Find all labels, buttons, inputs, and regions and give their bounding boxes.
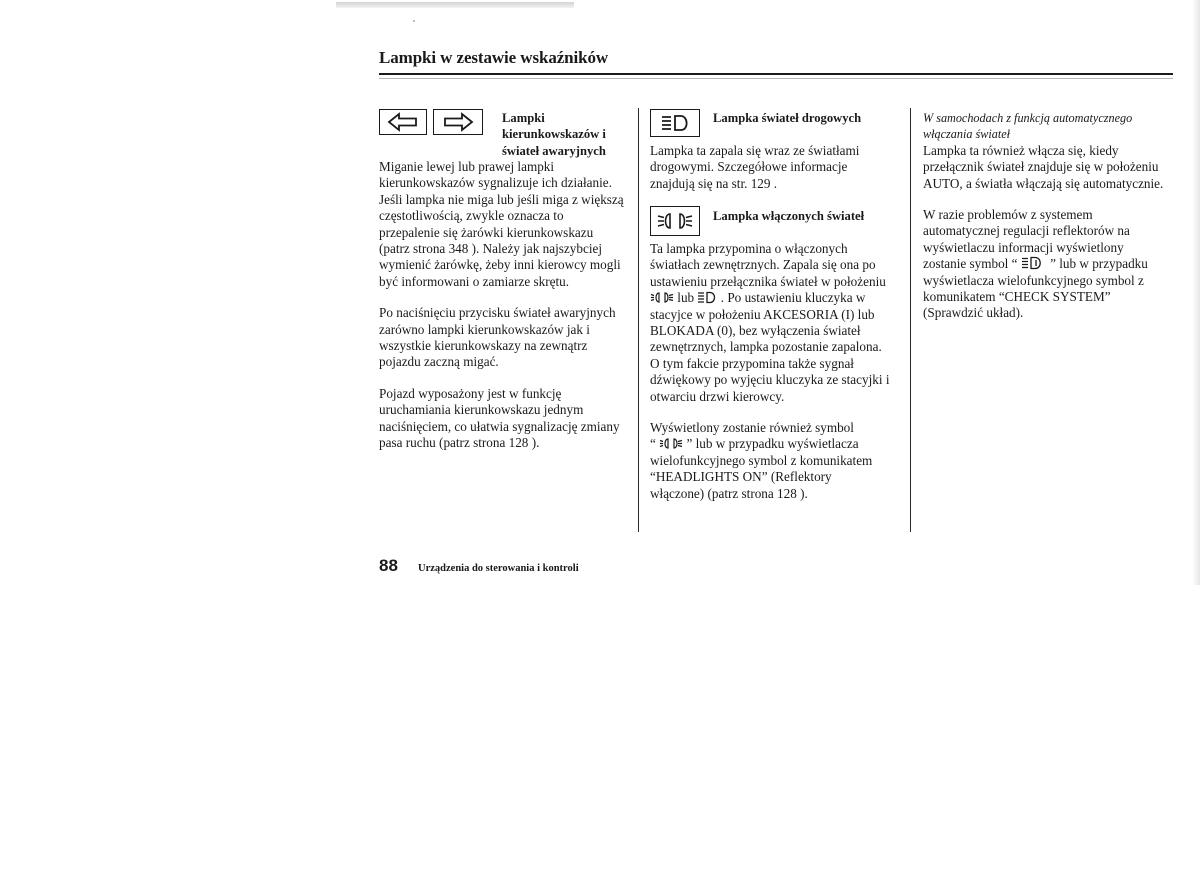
high-beam-icon: [697, 291, 717, 304]
paragraph: Po naciśnięciu przycisku świateł awaryjnych zarówno lampki kierunkowskazów jak i wszystkie kierunkowskazy na zewnątrz pojazdu zaczną migać.: [379, 305, 616, 370]
italic-note: W samochodach z funkcją automatycznego włączania świateł: [923, 111, 1133, 142]
footer-section-label: Urządzenia do sterowania i kontroli: [418, 563, 579, 574]
high-beam-text: Lampka ta zapala się wraz ze światłami drogowymi. Szczegółowe informacje znajdują się na str. 129 .: [650, 143, 860, 191]
lights-on-icon: [650, 206, 700, 236]
high-beam-heading: Lampka świateł drogowych: [713, 111, 862, 125]
auto-light-text: [923, 110, 1183, 322]
column-divider-1: [638, 108, 639, 532]
auto-headlight-warning-icon: [1021, 256, 1047, 270]
paragraph: Ta lampka przypomina o włączonych światłach zewnętrznych. Zapala się ona po ustawieniu przełącznika świateł w położeniu lub . Po ustawieniu kluczyka w stacyjce w położeniu AKCESORIA (I) lub BLOKADA (0), bez wyłączenia świateł zewnętrznych, lampka pozostanie zapalona. O tym fakcie przypomina także sygnał dźwiękowy po wyjęciu kluczyka ze stacyjki i otwarciu drzwi kierowcy.: [650, 241, 890, 404]
high-beam-icon: [650, 109, 700, 137]
scan-speck: [413, 20, 415, 22]
paragraph: Miganie lewej lub prawej lampki kierunkowskazów sygnalizuje ich działanie. Jeśli lampka nie miga lub jeśli miga z większą częstotliwością, zwykle oznacza to przepalenie się żarówki kierunkowskazu (patrz strona 348 ). Należy jak najszybciej wymienić żarówkę, żeby inni kierowcy mogli być informowani o zamiarze skrętu.: [379, 159, 624, 289]
lights-on-text: [650, 241, 905, 502]
page-title: Lampki w zestawie wskaźników: [379, 48, 609, 67]
lights-on-icon: [659, 437, 683, 450]
lights-on-icon: [650, 291, 674, 304]
lights-on-heading: Lampka włączonych świateł: [713, 209, 865, 223]
paragraph: Wyświetlony zostanie również symbol “ ” lub w przypadku wyświetlacza wielofunkcyjnego symbol z komunikatem “HEADLIGHTS ON” (Reflektory włączone) (patrz strona 128 ).: [650, 420, 873, 501]
column-divider-2: [910, 108, 911, 532]
scan-shadow-top: [336, 2, 574, 8]
title-rule-thin: [379, 78, 1173, 79]
paragraph: Pojazd wyposażony jest w funkcję uruchamiania kierunkowskazu jednym naciśnięciem, co ułatwia sygnalizację zmiany pasa ruchu (patrz strona 128 ).: [379, 385, 620, 451]
arrow-right-icon: [433, 109, 483, 135]
paragraph: W razie problemów z systemem automatycznej regulacji reflektorów na wyświetlaczu informacji wyświetlony zostanie symbol “ ” lub w przypadku wyświetlacza wielofunkcyjnego symbol z komunikatem “CHECK SYSTEM” (Sprawdzić układ).: [923, 207, 1148, 321]
arrow-left-icon: [379, 109, 427, 135]
title-rule: [379, 73, 1173, 75]
scan-shadow-right: [1192, 0, 1200, 585]
turn-signal-text: [379, 159, 634, 452]
page-number: 88: [379, 556, 398, 575]
paragraph: Lampka ta również włącza się, kiedy przełącznik świateł znajduje się w położeniu AUTO, a światła włączają się automatycznie.: [923, 142, 1164, 191]
turn-signal-heading: Lampki kierunkowskazów i świateł awaryjnych: [502, 111, 606, 158]
